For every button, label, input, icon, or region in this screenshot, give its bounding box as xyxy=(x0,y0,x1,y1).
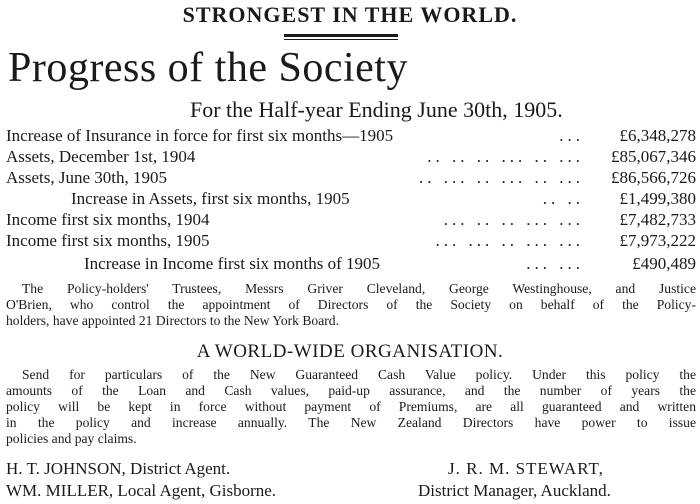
stat-row xyxy=(6,254,696,276)
paragraph-line: policies and pay claims. xyxy=(6,431,137,446)
paragraph-line: amounts of the Loan and Cash values, paid-up assurance, and the number of years the xyxy=(6,383,696,398)
stat-value: £86,566,726 xyxy=(611,168,696,187)
paragraph-line: O'Brien, who control the appointment of Directors of the Society on behalf of the Policy- xyxy=(6,297,696,312)
stat-value: £490,489 xyxy=(632,254,696,273)
leader-dots: ... xyxy=(559,126,584,145)
leader-dots: .. .. xyxy=(542,189,584,208)
stat-label: Assets, June 30th, 1905 xyxy=(6,168,168,187)
leader-dots: ... .. .. ... ... xyxy=(443,210,584,229)
paragraph-line: Send for particulars of the New Guaranteed Cash Value policy. Under this policy the xyxy=(22,367,696,382)
organisation-heading: A WORLD-WIDE ORGANISATION. xyxy=(196,341,504,362)
manager-name: J. R. M. STEWART, xyxy=(448,459,604,478)
paragraph-line: The Policy-holders' Trustees, Messrs Griver Cleveland, George Westinghouse, and Justice xyxy=(22,281,696,296)
header-rule xyxy=(284,34,398,37)
stat-value: £1,499,380 xyxy=(619,189,696,208)
stat-row xyxy=(6,210,696,232)
stat-value: £7,482,733 xyxy=(619,210,696,229)
stat-value: £85,067,346 xyxy=(611,147,696,166)
paragraph-line: holders, have appointed 21 Directors to the New York Board. xyxy=(6,313,339,328)
leader-dots: ... ... xyxy=(526,254,584,273)
stat-row xyxy=(6,189,696,211)
leader-dots: .. .. .. ... .. ... xyxy=(427,147,584,166)
stat-label: Income first six months, 1904 xyxy=(6,210,210,229)
stat-label: Increase in Assets, first six months, 1905 xyxy=(71,189,350,208)
stat-row xyxy=(6,147,696,169)
page-title: Progress of the Society xyxy=(8,45,408,91)
district-agent-signature: H. T. JOHNSON, District Agent. xyxy=(6,459,231,478)
stat-row xyxy=(6,126,696,148)
stat-label: Assets, December 1st, 1904 xyxy=(6,147,196,166)
stat-label: Income first six months, 1905 xyxy=(6,231,210,250)
stat-row xyxy=(6,231,696,253)
stat-value: £7,973,222 xyxy=(619,231,696,250)
paragraph-line: in the policy and increase annually. The New Zealand Directors have power to issue xyxy=(6,415,696,430)
stat-label: Increase in Income first six months of 1905 xyxy=(84,254,381,273)
leader-dots: .. ... .. ... .. ... xyxy=(419,168,584,187)
stat-label: Increase of Insurance in force for first six months—1905 xyxy=(6,126,394,145)
manager-title: District Manager, Auckland. xyxy=(418,481,611,500)
local-agent-signature: WM. MILLER, Local Agent, Gisborne. xyxy=(6,481,277,500)
slogan: STRONGEST IN THE WORLD. xyxy=(182,2,518,27)
stat-row xyxy=(6,168,696,190)
page-subtitle: For the Half-year Ending June 30th, 1905. xyxy=(190,97,563,122)
stat-value: £6,348,278 xyxy=(619,126,696,145)
paragraph-line: policy will be kept in force without payment of Premiums, are all guaranteed and written xyxy=(6,399,696,414)
leader-dots: ... ... .. ... ... xyxy=(435,231,584,250)
trustees-paragraph xyxy=(6,281,696,329)
header-rule-thin xyxy=(284,39,398,40)
cash-value-paragraph xyxy=(6,367,696,447)
